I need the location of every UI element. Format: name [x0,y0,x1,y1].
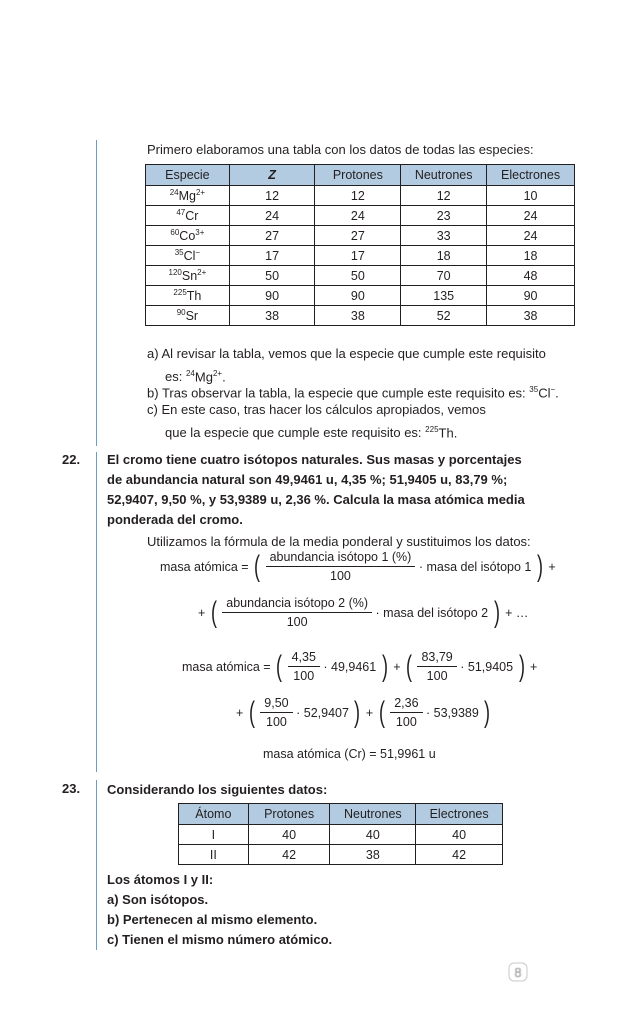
denominator: 100 [426,669,448,683]
formula-continuation: + … [505,605,529,620]
answer-c-line2: que la especie que cumple este requisito es: [165,425,426,441]
left-paren: ( [276,649,283,683]
left-paren: ( [378,695,385,729]
table-row [146,206,575,226]
answer-b-text: Tras observar la tabla, la especie que cumple este requisito es: [161,385,530,401]
element-symbol: Mg [178,189,196,204]
right-paren: ) [536,549,543,583]
q23-option-b: b) Pertenecen al mismo elemento. [107,912,318,927]
margin-rule-top [96,140,97,446]
electrons-cell: 48 [487,266,575,286]
plus-sign: + [548,559,556,574]
q23-options [107,870,332,950]
electrons-cell: 18 [487,246,575,266]
margin-rule-q22 [96,452,97,772]
electrons-cell: 10 [487,186,575,206]
z-cell: 38 [229,306,315,326]
mass-term: · 51,9405 [460,659,514,674]
question-22-statement [107,450,587,530]
z-cell: 12 [229,186,315,206]
right-paren: ) [354,695,361,729]
table-row [146,246,575,266]
left-paren: ( [254,549,261,583]
species-table-header [146,165,575,186]
ion-charge: 2+ [197,267,207,277]
electrons-cell: 90 [487,286,575,306]
answer-c: c) En este caso, tras hacer los cálculos apropiados, vemos que la especie que cumple este requisito es: $^{225}$Th. [147,402,486,441]
ion-charge: 2+ [212,369,223,378]
table-row [179,845,503,865]
mass-term: · 52,9407 [296,705,349,720]
denominator: 100 [266,715,287,729]
neutrons-cell: 12 [401,186,487,206]
species-cell [146,206,230,226]
species-cell [146,306,230,326]
electrons-cell: 24 [487,206,575,226]
species-cell [146,286,230,306]
plus-sign: + [365,705,374,720]
q22-intro: Utilizamos la fórmula de la media ponderal y sustituimos los datos: [147,534,531,549]
q22-line2: de abundancia natural son 49,9461 u, 4,35 %; 51,9405 u, 83,79 %; [107,472,508,487]
protons-cell: 38 [315,306,401,326]
denominator: 100 [395,715,417,729]
answer-a-label: a) [147,346,159,361]
species-cell [146,246,230,266]
atoms-table [178,803,503,865]
fraction-9-50 [260,696,292,729]
left-paren: ( [405,649,412,683]
table-row [146,226,575,246]
col-header-electrones: Electrones [416,804,503,825]
z-cell: 17 [229,246,315,266]
right-paren: ) [518,649,525,683]
q22-line1: El cromo tiene cuatro isótopos naturales. Sus masas y porcentajes [107,452,522,467]
formula-mass-term: · masa del isótopo 2 [375,605,489,620]
protons-cell: 12 [315,186,401,206]
q23-option-c: c) Tienen el mismo número atómico. [107,932,333,947]
col-header-atomo: Átomo [179,804,249,825]
neutrons-cell: 38 [330,845,416,865]
atom-cell: II [179,845,249,865]
element-symbol: Th [186,289,202,304]
denominator: 100 [330,569,351,583]
page-number: 8 [514,965,522,980]
formula-mass-term: · masa del isótopo 1 [418,559,532,574]
answer-b: b) Tras observar la tabla, la especie que cumple este requisito es: $^{35}$Cl−. [147,385,559,401]
atom-cell: I [179,825,249,845]
numerator: 2,36 [390,696,422,713]
plus-sign: + [530,659,538,674]
mass-number: 225 [173,287,187,297]
right-paren: ) [493,595,500,629]
col-header-neutrones: Neutrones [401,165,487,186]
fraction-4-35 [288,650,320,683]
formula-lhs: masa atómica = [160,559,249,574]
left-paren: ( [210,595,217,629]
table-row [146,266,575,286]
q22-line3: 52,9407, 9,50 %, y 53,9389 u, 2,36 %. Calcula la masa atómica media [107,492,525,507]
numerator: abundancia isótopo 2 (%) [222,596,372,613]
neutrons-cell: 52 [401,306,487,326]
q23-option-a: a) Son isótopos. [107,892,209,907]
mass-number: 90 [176,307,186,317]
z-cell: 50 [229,266,315,286]
z-cell: 24 [229,206,315,226]
ion-charge: 3+ [195,227,205,237]
mass-number: 24 [169,187,179,197]
fraction-abundance-1 [266,550,416,583]
formula-general-line1 [160,550,556,583]
answer-c-line1: En este caso, tras hacer los cálculos apropiados, vemos [161,402,486,417]
fraction-83-79 [417,650,456,683]
plus-sign: + [236,705,244,720]
neutrons-cell: 40 [330,825,416,845]
species-cell [146,226,230,246]
protons-cell: 40 [248,825,330,845]
formula-lhs: masa atómica = [182,659,271,674]
table-row [146,286,575,306]
answer-a-line2: es: [165,369,186,385]
formula-general-line2 [198,596,528,629]
table-row [179,825,503,845]
answer-a-line1: Al revisar la tabla, vemos que la especie que cumple este requisito [161,346,546,361]
fraction-2-36 [390,696,422,729]
right-paren: ) [484,695,491,729]
species-cell [146,266,230,286]
plus-sign: + [393,659,401,674]
intro-text: Primero elaboramos una tabla con los datos de todas las especies: [147,142,534,157]
formula-values-line1 [182,650,537,683]
protons-cell: 17 [315,246,401,266]
element-symbol: Th [438,425,454,441]
neutrons-cell: 33 [401,226,487,246]
ion-charge: 2+ [195,187,206,197]
electrons-cell: 42 [416,845,503,865]
numerator: 9,50 [260,696,292,713]
ion-charge: − [550,385,556,394]
electrons-cell: 40 [416,825,503,845]
answer-c-label: c) [147,402,158,417]
mass-number: 60 [170,227,180,237]
atoms-table-header [179,804,503,825]
col-header-especie: Especie [146,165,230,186]
fraction-abundance-2 [222,596,372,629]
neutrons-cell: 23 [401,206,487,226]
element-symbol: Cr [185,209,199,224]
mass-number: 120 [168,267,182,277]
mass-number: 225 [425,425,439,434]
z-cell: 27 [229,226,315,246]
protons-cell: 42 [248,845,330,865]
question-22-number: 22. [62,452,81,467]
right-paren: ) [381,649,388,683]
protons-cell: 27 [315,226,401,246]
mass-term: · 49,9461 [323,659,377,674]
protons-cell: 50 [315,266,401,286]
mass-number: 47 [176,207,186,217]
protons-cell: 24 [315,206,401,226]
element-symbol: Sr [185,309,199,324]
element-symbol: Sn [181,269,198,284]
element-symbol: Mg [194,369,213,385]
species-cell [146,186,230,206]
answer-b-label: b) [147,385,159,401]
table-row [146,186,575,206]
mass-number: 24 [185,369,195,378]
electrons-cell: 38 [487,306,575,326]
neutrons-cell: 70 [401,266,487,286]
numerator: abundancia isótopo 1 (%) [266,550,416,567]
q22-line4: ponderada del cromo. [107,512,243,527]
left-paren: ( [248,695,255,729]
neutrons-cell: 18 [401,246,487,266]
margin-rule-q23 [96,780,97,950]
plus-sign: + [198,605,206,620]
element-symbol: Cl [538,385,551,401]
z-cell: 90 [229,286,315,306]
col-header-z: Z [229,165,315,186]
neutrons-cell: 135 [401,286,487,306]
electrons-cell: 24 [487,226,575,246]
element-symbol: Cl [183,249,196,264]
mass-term: · 53,9389 [426,705,479,720]
formula-values-line2 [236,696,492,729]
q23-intro: Considerando los siguientes datos: [107,782,328,797]
protons-cell: 90 [315,286,401,306]
species-table [145,164,575,326]
ion-charge: − [195,247,201,257]
col-header-protones: Protones [248,804,330,825]
mass-number: 35 [529,385,539,394]
question-23-number: 23. [62,781,81,796]
mass-number: 35 [174,247,184,257]
element-symbol: Co [179,229,196,244]
denominator: 100 [286,615,308,629]
denominator: 100 [293,669,315,683]
numerator: 83,79 [417,650,456,667]
q22-result: masa atómica (Cr) = 51,9961 u [263,747,436,761]
col-header-electrones: Electrones [487,165,575,186]
page-number-icon [508,962,528,982]
col-header-neutrones: Neutrones [330,804,416,825]
answer-a: a) Al revisar la tabla, vemos que la especie que cumple este requisito es: $^{24}Mg^{2+}$. [147,346,546,385]
table-row [146,306,575,326]
numerator: 4,35 [288,650,320,667]
col-header-protones: Protones [315,165,401,186]
q23-question: Los átomos I y II: [107,872,214,887]
